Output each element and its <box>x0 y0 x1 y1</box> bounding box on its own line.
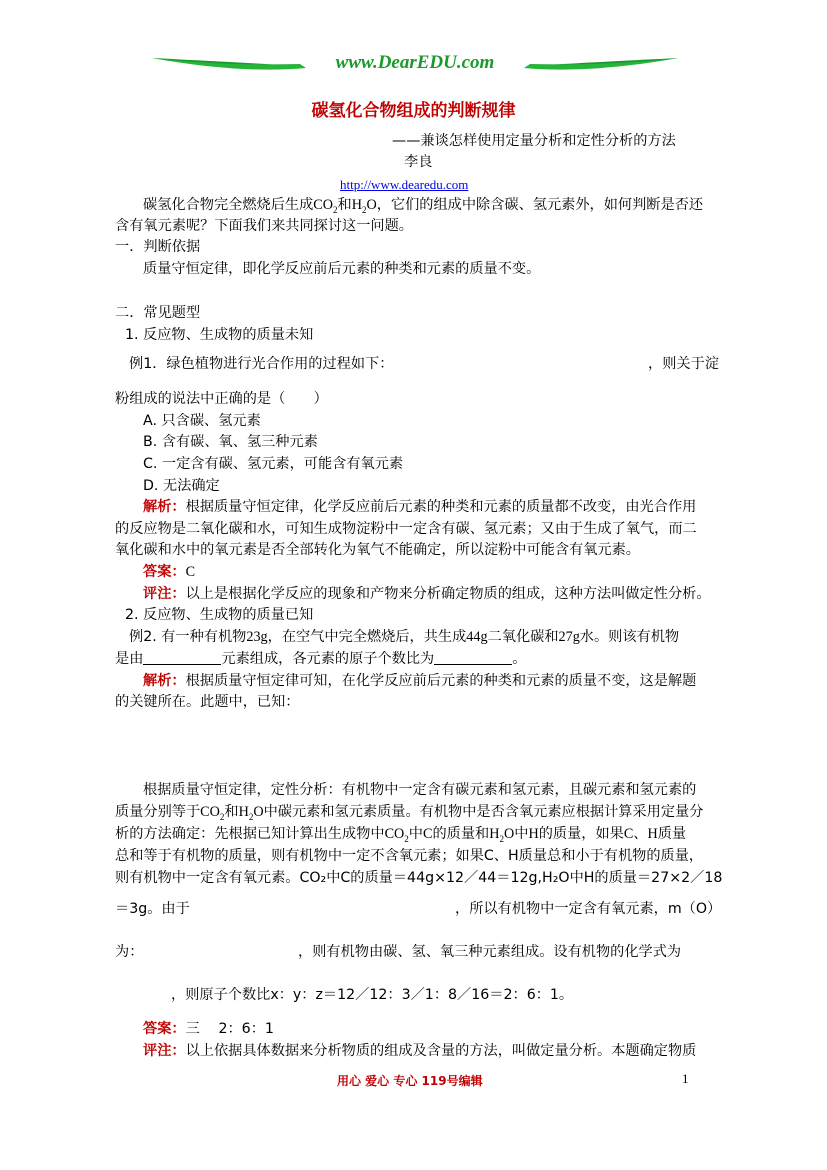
intro-line-2: 含有氧元素呢？下面我们来共同探讨这一问题。 <box>115 218 413 234</box>
footer-text: 用心 爱心 专心 119号编辑 <box>337 1074 483 1088</box>
section-1-body: 质量守恒定律，即化学反应前后元素的种类和元素的质量不变。 <box>143 261 541 277</box>
example-2-line-1: 例2. 有一种有机物23g，在空气中完全燃烧后，共生成44g二氧化碳和27g水。则该有机物 <box>129 629 680 645</box>
analysis-1-line-2: 的反应物是二氧化碳和水，可知生成物淀粉中一定含有碳、氢元素；又由于生成了氧气，而二 <box>115 521 697 537</box>
example-2-line-2: 是由 元素组成，各元素的原子个数比为 。 <box>115 651 527 667</box>
source-url-link[interactable]: http://www.dearedu.com <box>340 177 469 192</box>
page-number: 1 <box>682 1071 689 1086</box>
dearedu-logo <box>150 44 680 84</box>
option-c: C. 一定含有碳、氢元素，可能含有氧元素 <box>143 456 404 472</box>
paragraph-3-line-7-start: 为： <box>115 944 144 960</box>
example-1-line-1-end: ，则关于淀 <box>648 356 719 372</box>
paragraph-3-line-3: 析的方法确定：先根据已知计算出生成物中$CO_2$中C的质量和$H_2O$中H的质量，如果C、H质量 <box>115 826 687 844</box>
blank-ratio <box>434 650 512 665</box>
subsection-2-heading: 2. 反应物、生成物的质量已知 <box>125 607 314 623</box>
analysis-1-line-3: 氧化碳和水中的氧元素是否全部转化为氧气不能确定，所以淀粉中可能含有氧元素。 <box>115 542 640 558</box>
paragraph-3-line-8: ，则原子个数比x：y：z＝12／12：3／1：8／16＝2：6：1。 <box>171 987 574 1003</box>
blank-elements <box>143 650 221 665</box>
paragraph-3-line-1: 根据质量守恒定律，定性分析：有机物中一定含有碳元素和氢元素，且碳元素和氢元素的 <box>143 782 697 798</box>
document-subtitle: ——兼谈怎样使用定量分析和定性分析的方法 <box>392 133 676 149</box>
document-title: 碳氢化合物组成的判断规律 <box>311 101 516 121</box>
analysis-2-line-1: 解析：根据质量守恒定律可知，在化学反应前后元素的种类和元素的质量不变，这是解题 <box>143 673 697 689</box>
intro-line-1: 碳氢化合物完全燃烧后生成$CO_2$和$H_2O$，它们的组成中除含碳、氢元素外，如何判断是否还 <box>143 197 704 215</box>
analysis-2-line-2: 的关键所在。此题中，已知： <box>115 694 300 710</box>
option-a: A. 只含碳、氢元素 <box>143 413 261 429</box>
example-1-line-1: 例1．绿色植物进行光合作用的过程如下： <box>129 356 394 372</box>
paragraph-3-line-6-end: ，所以有机物中一定含有氧元素，m（O） <box>455 901 722 917</box>
logo-text: www.DearEDU.com <box>335 52 495 73</box>
section-1-heading: 一．判断依据 <box>115 239 201 255</box>
section-2-heading: 二．常见题型 <box>115 305 201 321</box>
paragraph-3-line-6-start: ＝3g。由于 <box>115 901 190 917</box>
subsection-1-heading: 1. 反应物、生成物的质量未知 <box>125 327 314 343</box>
option-b: B. 含有碳、氧、氢三种元素 <box>143 434 318 450</box>
comment-2: 评注：以上依据具体数据来分析物质的组成及含量的方法，叫做定量分析。本题确定物质 <box>143 1043 697 1059</box>
analysis-1-line-1: 解析：根据质量守恒定律，化学反应前后元素的种类和元素的质量都不改变，由光合作用 <box>143 499 697 515</box>
paragraph-3-line-2: 质量分别等于$CO_2$和$H_2O$中碳元素和氢元素质量。有机物中是否含氧元素应根据计算采用定量分 <box>115 804 704 822</box>
option-d: D. 无法确定 <box>143 478 220 494</box>
author-name: 李良 <box>404 154 433 170</box>
comment-1: 评注：以上是根据化学反应的现象和产物来分析确定物质的组成，这种方法叫做定性分析。 <box>143 586 711 602</box>
answer-2: 答案：三 2：6：1 <box>143 1021 274 1037</box>
example-1-line-2: 粉组成的说法中正确的是（ ） <box>115 391 328 407</box>
paragraph-3-line-5: 则有机物中一定含有氧元素。CO₂中C的质量＝44g×12／44＝12g,H₂O中H的质量＝27×2／18 <box>115 870 723 886</box>
paragraph-3-line-7-end: ，则有机物由碳、氢、氧三种元素组成。设有机物的化学式为 <box>298 944 682 960</box>
paragraph-3-line-4: 总和等于有机物的质量，则有机物中一定不含氧元素；如果C、H质量总和小于有机物的质量， <box>115 848 704 864</box>
answer-1: 答案：C <box>143 564 196 580</box>
